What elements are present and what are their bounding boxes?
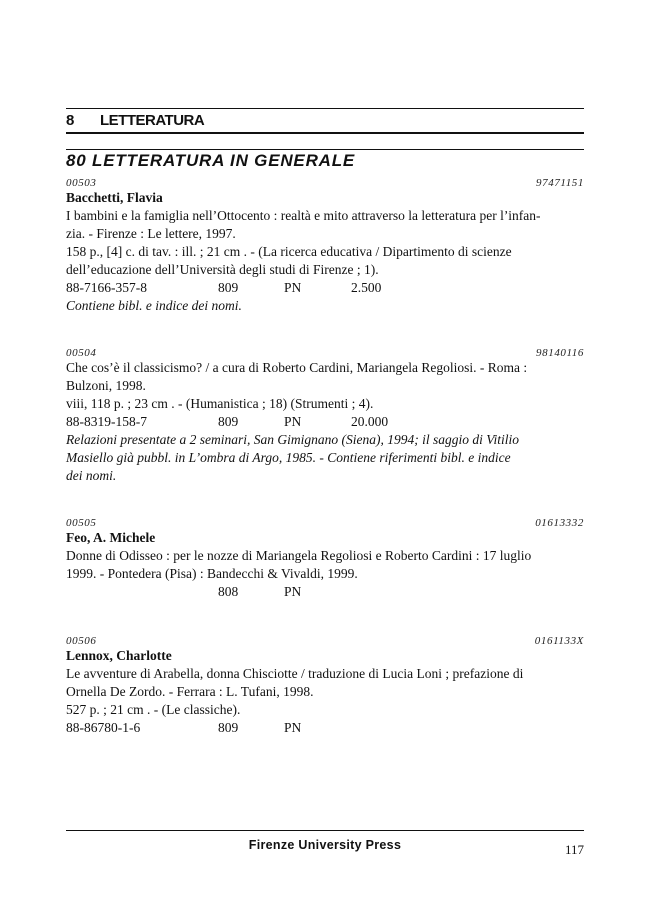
entry-description-line: Che cos’è il classicismo? / a cura di Roberto Cardini, Mariangela Regoliosi. - Roma :	[66, 360, 528, 375]
entry-code: 97471151	[536, 177, 584, 189]
section-heading: 80 LETTERATURA IN GENERALE	[66, 151, 356, 170]
entry-description-line: Bulzoni, 1998.	[66, 378, 146, 393]
entry-note-line: Relazioni presentate a 2 seminari, San Gimignano (Siena), 1994; il saggio di Vitilio	[66, 432, 519, 447]
entry-number: 00506	[66, 635, 97, 647]
top-rule	[66, 108, 584, 109]
entry-description-line: 1999. - Pontedera (Pisa) : Bandecchi & Vivaldi, 1999.	[66, 566, 358, 581]
entry-description-line: Le avventure di Arabella, donna Chisciotte / traduzione di Lucia Loni ; prefazione di	[66, 666, 524, 681]
entry-isbn: 88-8319-158-7	[66, 414, 147, 429]
entry-isbn: 88-7166-357-8	[66, 280, 147, 295]
entry-description-line: I bambini e la famiglia nell’Ottocento : realtà e mito attraverso la letteratura per l’infan-	[66, 208, 541, 223]
entry-author: Bacchetti, Flavia	[66, 190, 163, 205]
entry-meta-row	[66, 279, 584, 297]
entry-id-row	[66, 514, 584, 529]
entry-id-row	[66, 632, 584, 647]
entry-description-line: Ornella De Zordo. - Ferrara : L. Tufani, 1998.	[66, 684, 314, 699]
publisher-name: Firenze University Press	[248, 838, 402, 852]
entry-price: 2.500	[351, 280, 382, 295]
entry-meta-row	[66, 583, 584, 601]
chapter-heading	[66, 112, 204, 129]
entry-description-line: Donne di Odisseo : per le nozze di Mariangela Regoliosi e Roberto Cardini : 17 luglio	[66, 548, 532, 563]
entry-description-line: viii, 118 p. ; 23 cm . - (Humanistica ; 18) (Strumenti ; 4).	[66, 396, 374, 411]
entry-isbn: 88-86780-1-6	[66, 720, 141, 735]
entry-note-line: dei nomi.	[66, 468, 117, 483]
entry-meta-row	[66, 719, 584, 737]
entry-description-line: dell’educazione dell’Università degli studi di Firenze ; 1).	[66, 262, 379, 277]
entry-class: 809	[218, 280, 239, 295]
entry-code: 01613332	[535, 517, 584, 529]
entry-id-row	[66, 344, 584, 359]
entry-note-line: Masiello già pubbl. in L’ombra di Argo, 1985. - Contiene riferimenti bibl. e indice	[66, 450, 511, 465]
entry-number: 00504	[66, 347, 97, 359]
entry-number: 00503	[66, 177, 97, 189]
footer-rule	[66, 830, 584, 831]
chapter-title: LETTERATURA	[100, 112, 205, 129]
entry-pn: PN	[284, 280, 302, 295]
entry-author: Lennox, Charlotte	[66, 648, 172, 663]
catalog-entry	[66, 632, 584, 737]
entry-author: Feo, A. Michele	[66, 530, 156, 545]
page-number: 117	[564, 842, 584, 857]
entry-pn: PN	[284, 584, 302, 599]
entry-pn: PN	[284, 414, 302, 429]
entry-note-line: Contiene bibl. e indice dei nomi.	[66, 298, 242, 313]
catalog-entry	[66, 514, 584, 601]
entry-number: 00505	[66, 517, 97, 529]
entry-class: 808	[218, 584, 239, 599]
entry-class: 809	[218, 414, 239, 429]
entry-class: 809	[218, 720, 239, 735]
entry-description-line: zia. - Firenze : Le lettere, 1997.	[66, 226, 236, 241]
entry-description-line: 158 p., [4] c. di tav. : ill. ; 21 cm . - (La ricerca educativa / Dipartimento di scienze	[66, 244, 512, 259]
entry-code: 98140116	[536, 347, 584, 359]
chapter-rule	[66, 132, 584, 134]
entry-price: 20.000	[351, 414, 389, 429]
entry-code: 0161133X	[534, 635, 584, 647]
catalog-entry	[66, 174, 584, 315]
chapter-number: 8	[66, 112, 74, 129]
catalog-entry	[66, 344, 584, 485]
section-rule	[66, 149, 584, 150]
entry-description-line: 527 p. ; 21 cm . - (Le classiche).	[66, 702, 241, 717]
entry-pn: PN	[284, 720, 302, 735]
entry-meta-row	[66, 413, 584, 431]
entry-id-row	[66, 174, 584, 189]
